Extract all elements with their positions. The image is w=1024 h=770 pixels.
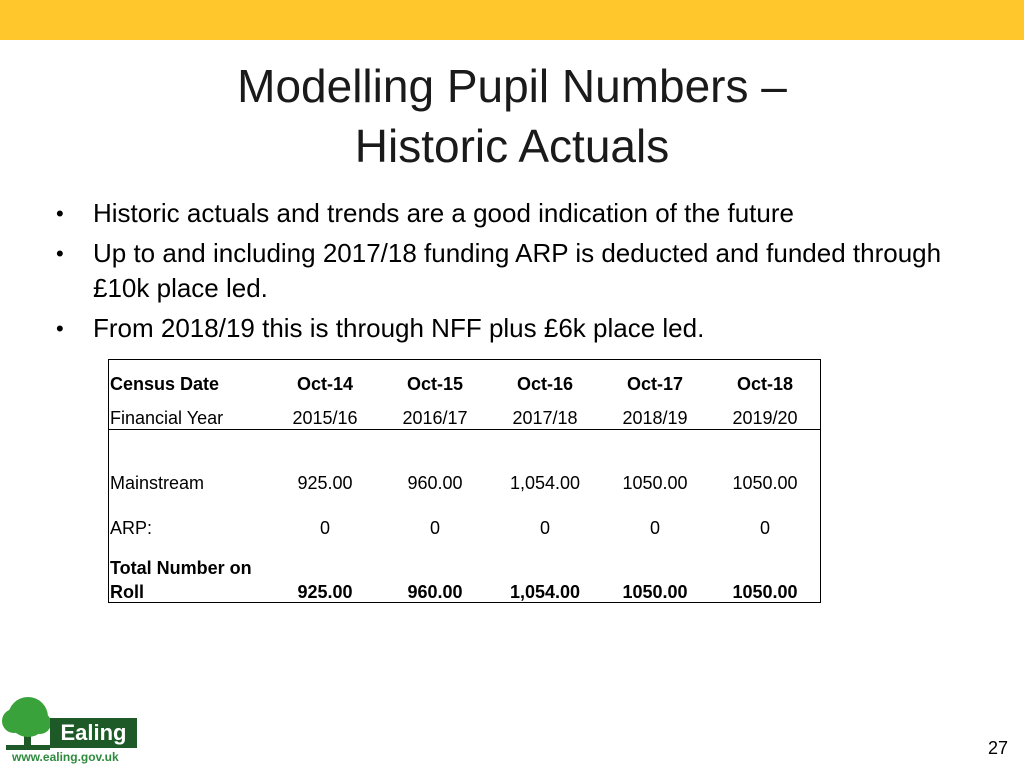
census-date-label: Census Date — [110, 374, 220, 394]
financial-year-cell: 2017/18 — [512, 408, 578, 428]
arp-cell: 0 — [429, 518, 440, 538]
header-divider — [109, 429, 820, 430]
total-label-line-2: Roll — [110, 582, 144, 602]
ealing-logo — [2, 695, 142, 765]
census-date-cell: Oct-18 — [736, 374, 794, 394]
arp-label: ARP: — [110, 518, 153, 538]
bullet-text: Up to and including 2017/18 funding ARP is deducted and funded through £10k place led. — [93, 238, 942, 303]
arp-cell: 0 — [319, 518, 330, 538]
mainstream-cell: 1,054.00 — [509, 473, 581, 493]
page-number: 27 — [987, 738, 1008, 758]
census-date-cell: Oct-17 — [626, 374, 684, 394]
mainstream-cell: 1050.00 — [622, 473, 688, 493]
total-cell: 925.00 — [297, 582, 353, 602]
slide-title-line-1: Modelling Pupil Numbers – — [237, 60, 787, 112]
slide-title — [0, 56, 1024, 176]
logo-url: www.ealing.gov.uk — [12, 750, 119, 764]
financial-year-cell: 2016/17 — [402, 408, 468, 428]
mainstream-cell: 1050.00 — [732, 473, 798, 493]
arp-cell: 0 — [539, 518, 550, 538]
census-date-cell: Oct-14 — [296, 374, 354, 394]
slide-title-line-2: Historic Actuals — [354, 120, 670, 172]
financial-year-cell: 2019/20 — [732, 408, 798, 428]
bullet-text: From 2018/19 this is through NFF plus £6k place led. — [93, 313, 705, 343]
bullet-item — [52, 196, 992, 231]
mainstream-label: Mainstream — [110, 473, 205, 493]
census-date-cell: Oct-15 — [406, 374, 464, 394]
bullet-icon: • — [56, 316, 64, 341]
top-accent-bar — [0, 0, 1024, 40]
arp-cell: 0 — [649, 518, 660, 538]
bullet-list — [52, 196, 992, 351]
bullet-item — [52, 236, 992, 306]
financial-year-cell: 2018/19 — [622, 408, 688, 428]
total-cell: 1,054.00 — [509, 582, 581, 602]
arp-cell: 0 — [759, 518, 770, 538]
total-label-line-1: Total Number on — [110, 558, 252, 578]
bullet-icon: • — [56, 241, 64, 266]
financial-year-label: Financial Year — [110, 408, 224, 428]
total-cell: 1050.00 — [732, 582, 798, 602]
mainstream-cell: 960.00 — [407, 473, 463, 493]
logo-wordmark: Ealing — [50, 718, 137, 748]
census-date-cell: Oct-16 — [516, 374, 574, 394]
mainstream-cell: 925.00 — [297, 473, 353, 493]
total-cell: 1050.00 — [622, 582, 688, 602]
bullet-item — [52, 311, 992, 346]
bullet-text: Historic actuals and trends are a good indication of the future — [93, 198, 794, 228]
bullet-icon: • — [56, 201, 64, 226]
pupil-numbers-table — [108, 359, 821, 603]
financial-year-cell: 2015/16 — [292, 408, 358, 428]
total-cell: 960.00 — [407, 582, 463, 602]
